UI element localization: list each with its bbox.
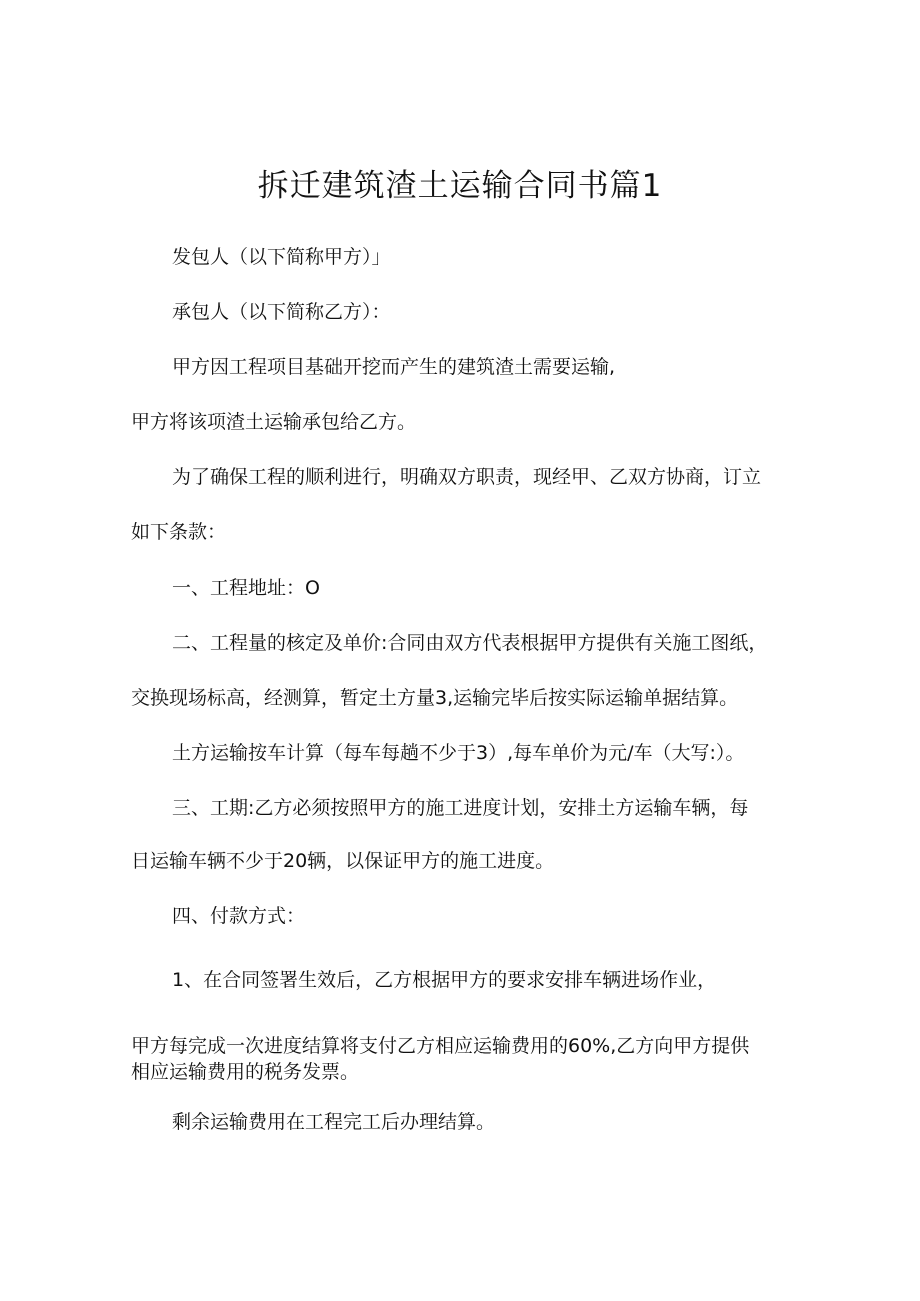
- clause-heading: 三、工期:乙方必须按照甲方的施工进度计划，安排土方运输车辆，每: [172, 797, 749, 819]
- document-title: 拆迁建筑渣土运输合同书篇1: [257, 168, 663, 204]
- clause-heading: 一、工程地址：O: [172, 577, 320, 599]
- paragraph-line: 为了确保工程的顺利进行，明确双方职责，现经甲、乙双方协商，订立: [172, 466, 762, 488]
- paragraph-line: 日运输车辆不少于20辆，以保证甲方的施工进度。: [131, 850, 555, 872]
- paragraph-line: 交换现场标高，经测算，暂定土方量3,运输完毕后按实际运输单据结算。: [131, 687, 739, 709]
- party-a-line: 发包人（以下简称甲方）」: [172, 246, 391, 268]
- party-b-line: 承包人（以下简称乙方）：: [172, 301, 391, 323]
- paragraph-line: 相应运输费用的税务发票。: [131, 1061, 360, 1083]
- clause-heading: 二、工程量的核定及单价:合同由双方代表根据甲方提供有关施工图纸，: [172, 632, 768, 654]
- paragraph-line: 1、在合同签署生效后，乙方根据甲方的要求安排车辆进场作业，: [172, 969, 717, 991]
- paragraph-line: 剩余运输费用在工程完工后办理结算。: [172, 1111, 496, 1133]
- paragraph-line: 甲方每完成一次进度结算将支付乙方相应运输费用的60%,乙方向甲方提供: [131, 1035, 750, 1057]
- paragraph-line: 如下条款：: [131, 521, 227, 543]
- paragraph-line: 甲方将该项渣土运输承包给乙方。: [131, 411, 417, 433]
- paragraph-line: 土方运输按车计算（每车每趟不少于3）,每车单价为元/车（大写:）。: [172, 742, 745, 764]
- clause-heading: 四、付款方式：: [172, 905, 306, 927]
- paragraph-line: 甲方因工程项目基础开挖而产生的建筑渣土需要运输,: [172, 356, 616, 378]
